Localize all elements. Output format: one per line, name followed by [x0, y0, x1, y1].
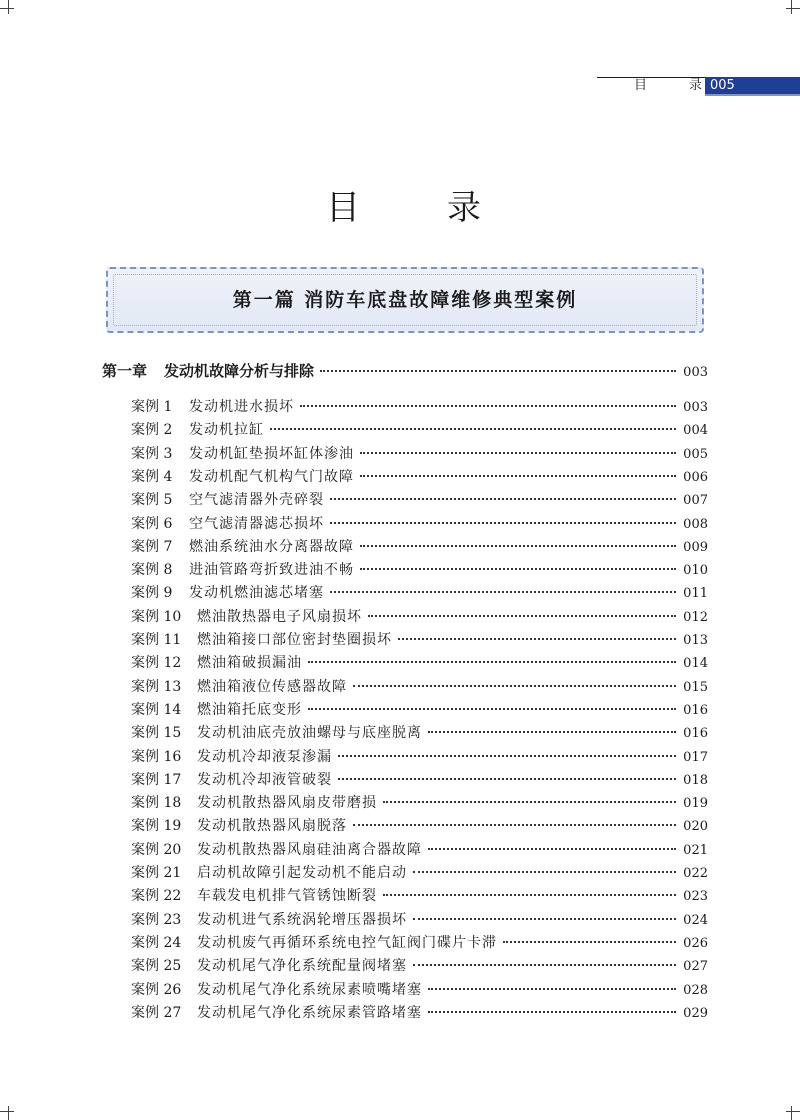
dot-leader [413, 917, 676, 920]
entry-title: 空气滤清器滤芯损坏 [189, 515, 324, 532]
entry-title: 发动机配气机构气门故障 [189, 468, 354, 485]
toc-entry[interactable] [131, 955, 708, 977]
running-header-right: 录 [689, 78, 703, 93]
toc-entry[interactable] [131, 699, 708, 721]
entry-page: 017 [683, 749, 708, 765]
toc-entry[interactable] [131, 396, 708, 418]
dot-leader [308, 707, 676, 710]
toc-entry[interactable] [131, 582, 708, 604]
entry-number: 案例 15 [131, 725, 182, 742]
entry-number: 案例 19 [131, 818, 182, 835]
entry-title: 车载发电机排气管锈蚀断裂 [197, 888, 377, 905]
page-number-tab: 005 [705, 77, 800, 94]
entry-title: 燃油散热器电子风扇损坏 [197, 608, 362, 625]
toc-entry[interactable] [131, 722, 708, 744]
entry-title: 发动机尾气净化系统尿素喷嘴堵塞 [197, 981, 422, 998]
entry-title: 燃油系统油水分离器故障 [189, 538, 354, 555]
dot-leader [300, 404, 676, 407]
page-title [310, 186, 500, 230]
toc-entry[interactable] [131, 792, 708, 814]
dot-leader [360, 567, 676, 570]
entry-number: 案例 4 [131, 468, 173, 485]
entry-number: 案例 2 [131, 422, 173, 439]
entry-page: 015 [683, 679, 708, 695]
entry-number: 案例 22 [131, 888, 182, 905]
toc-entry[interactable] [131, 979, 708, 1001]
entry-page: 004 [683, 423, 708, 439]
dot-leader [330, 497, 676, 500]
entry-title: 发动机缸垫损坏缸体渗油 [189, 445, 354, 462]
toc-entry[interactable] [131, 932, 708, 954]
dot-leader [428, 987, 676, 990]
entry-page: 027 [683, 959, 708, 975]
entry-number: 案例 9 [131, 585, 173, 602]
entry-title: 空气滤清器外壳碎裂 [189, 492, 324, 509]
crop-mark [0, 1111, 14, 1112]
entry-title: 发动机散热器风扇硅油离合器故障 [197, 841, 422, 858]
entry-page: 028 [683, 982, 708, 998]
toc-entry[interactable] [131, 1002, 708, 1024]
entry-page: 029 [683, 1005, 708, 1021]
dot-leader [428, 730, 676, 733]
crop-mark [0, 8, 14, 9]
entry-title: 燃油箱液位传感器故障 [197, 678, 347, 695]
entry-page: 020 [683, 819, 708, 835]
entry-title: 发动机冷却液管破裂 [197, 771, 332, 788]
toc-entry[interactable] [131, 489, 708, 511]
entry-number: 案例 27 [131, 1004, 182, 1021]
entry-number: 案例 6 [131, 515, 173, 532]
running-header-left: 目 [634, 78, 648, 93]
entry-title: 发动机尾气净化系统配量阀堵塞 [197, 958, 407, 975]
toc-entry[interactable] [131, 815, 708, 837]
entry-number: 案例 24 [131, 934, 182, 951]
entry-title: 发动机散热器风扇皮带磨损 [197, 795, 377, 812]
dot-leader [428, 1010, 676, 1013]
toc-entry[interactable] [131, 629, 708, 651]
dot-leader [413, 870, 676, 873]
entry-title: 燃油箱接口部位密封垫圈损坏 [197, 632, 392, 648]
dot-leader [398, 637, 676, 640]
page-title-char-2: 录 [447, 188, 483, 228]
dot-leader [353, 684, 676, 687]
toc-entry[interactable] [131, 606, 708, 628]
entry-number: 案例 7 [131, 538, 173, 555]
entry-title: 发动机废气再循环系统电控气缸阀门碟片卡滞 [197, 934, 497, 951]
dot-leader [383, 893, 676, 896]
entry-page: 005 [683, 446, 708, 462]
entry-number: 案例 20 [131, 841, 182, 858]
entry-number: 案例 3 [131, 445, 173, 462]
running-header [634, 77, 704, 94]
page-title-char-1: 目 [326, 188, 362, 228]
entry-page: 008 [683, 516, 708, 532]
dot-leader [383, 800, 676, 803]
toc-entry[interactable] [131, 443, 708, 465]
dot-leader [338, 777, 676, 780]
entry-page: 006 [683, 469, 708, 485]
dot-leader [330, 521, 676, 524]
entry-page: 019 [683, 796, 708, 812]
entry-page: 009 [683, 539, 708, 555]
entry-number: 案例 13 [131, 678, 182, 695]
toc-entry[interactable] [131, 862, 708, 884]
dot-leader [360, 474, 676, 477]
toc-entry[interactable] [131, 909, 708, 931]
entry-page: 011 [683, 586, 708, 602]
toc-entry[interactable] [131, 746, 708, 768]
toc-entry[interactable] [131, 513, 708, 535]
dot-leader [360, 544, 676, 547]
entry-title: 燃油箱破损漏油 [197, 655, 302, 672]
part-title: 第一篇 消防车底盘故障维修典型案例 [232, 289, 578, 311]
entry-title: 发动机散热器风扇脱落 [197, 818, 347, 835]
dot-leader [368, 614, 676, 617]
entry-number: 案例 23 [131, 911, 182, 928]
entry-title: 发动机冷却液泵渗漏 [197, 748, 332, 765]
entry-title: 发动机油底壳放油螺母与底座脱离 [197, 725, 422, 742]
entry-number: 案例 8 [131, 562, 173, 579]
entry-number: 案例 12 [131, 655, 182, 672]
entry-page: 016 [683, 702, 708, 718]
toc-entry[interactable] [131, 769, 708, 791]
entry-number: 案例 1 [131, 399, 173, 415]
entry-title: 发动机进水损坏 [189, 399, 294, 415]
entry-number: 案例 14 [131, 701, 182, 718]
entry-title: 发动机进气系统涡轮增压器损坏 [197, 911, 407, 928]
entry-number: 案例 21 [131, 865, 182, 881]
entry-number: 案例 18 [131, 795, 182, 812]
dot-leader [503, 940, 676, 943]
entry-number: 案例 25 [131, 958, 182, 975]
entry-page: 013 [683, 633, 708, 648]
entry-number: 案例 17 [131, 771, 182, 788]
toc-entry[interactable] [131, 466, 708, 488]
toc-entry[interactable] [131, 652, 708, 674]
entry-page: 021 [683, 842, 708, 858]
entry-page: 023 [683, 889, 708, 905]
dot-leader [320, 369, 676, 372]
entry-title: 燃油箱托底变形 [197, 701, 302, 718]
dot-leader [428, 847, 676, 850]
toc-entry[interactable] [131, 536, 708, 558]
crop-mark [786, 1111, 800, 1112]
dot-leader [360, 451, 676, 454]
entry-page: 007 [683, 493, 708, 509]
crop-mark [8, 0, 9, 14]
crop-mark [786, 8, 800, 9]
entry-number: 案例 5 [131, 492, 173, 509]
entry-page: 024 [683, 912, 708, 928]
entry-title: 发动机燃油滤芯堵塞 [189, 585, 324, 602]
entry-page: 026 [683, 935, 708, 951]
crop-mark [8, 1106, 9, 1120]
entry-number: 案例 26 [131, 981, 182, 998]
toc-entry[interactable] [131, 676, 708, 698]
entry-page: 012 [683, 609, 708, 625]
dot-leader [413, 963, 676, 966]
entry-page: 014 [683, 656, 708, 672]
toc-entry[interactable] [131, 885, 708, 907]
crop-mark [791, 0, 792, 14]
dot-leader [353, 823, 676, 826]
chapter-title: 发动机故障分析与排除 [164, 362, 315, 380]
chapter-entry[interactable] [102, 360, 708, 382]
dot-leader [338, 754, 676, 757]
entry-page: 022 [683, 866, 708, 881]
entry-title: 进油管路弯折致进油不畅 [189, 562, 354, 579]
dot-leader [308, 660, 676, 663]
chapter-number: 第一章 [102, 362, 148, 380]
dot-leader [330, 590, 676, 593]
toc-entry[interactable] [131, 419, 708, 441]
entry-number: 案例 16 [131, 748, 182, 765]
entry-page: 010 [683, 563, 708, 579]
entry-title: 发动机尾气净化系统尿素管路堵塞 [197, 1004, 422, 1021]
entry-page: 003 [683, 400, 708, 415]
toc-entry[interactable] [131, 839, 708, 861]
entry-title: 启动机故障引起发动机不能启动 [197, 865, 407, 881]
entry-title: 发动机拉缸 [189, 422, 264, 439]
entry-number: 案例 10 [131, 608, 182, 625]
entry-page: 016 [683, 726, 708, 742]
crop-mark [791, 1106, 792, 1120]
chapter-page: 003 [683, 365, 708, 380]
entry-number: 案例 11 [131, 632, 182, 648]
entry-page: 018 [683, 772, 708, 788]
part-banner [106, 267, 704, 333]
dot-leader [270, 427, 676, 430]
toc-entry[interactable] [131, 559, 708, 581]
